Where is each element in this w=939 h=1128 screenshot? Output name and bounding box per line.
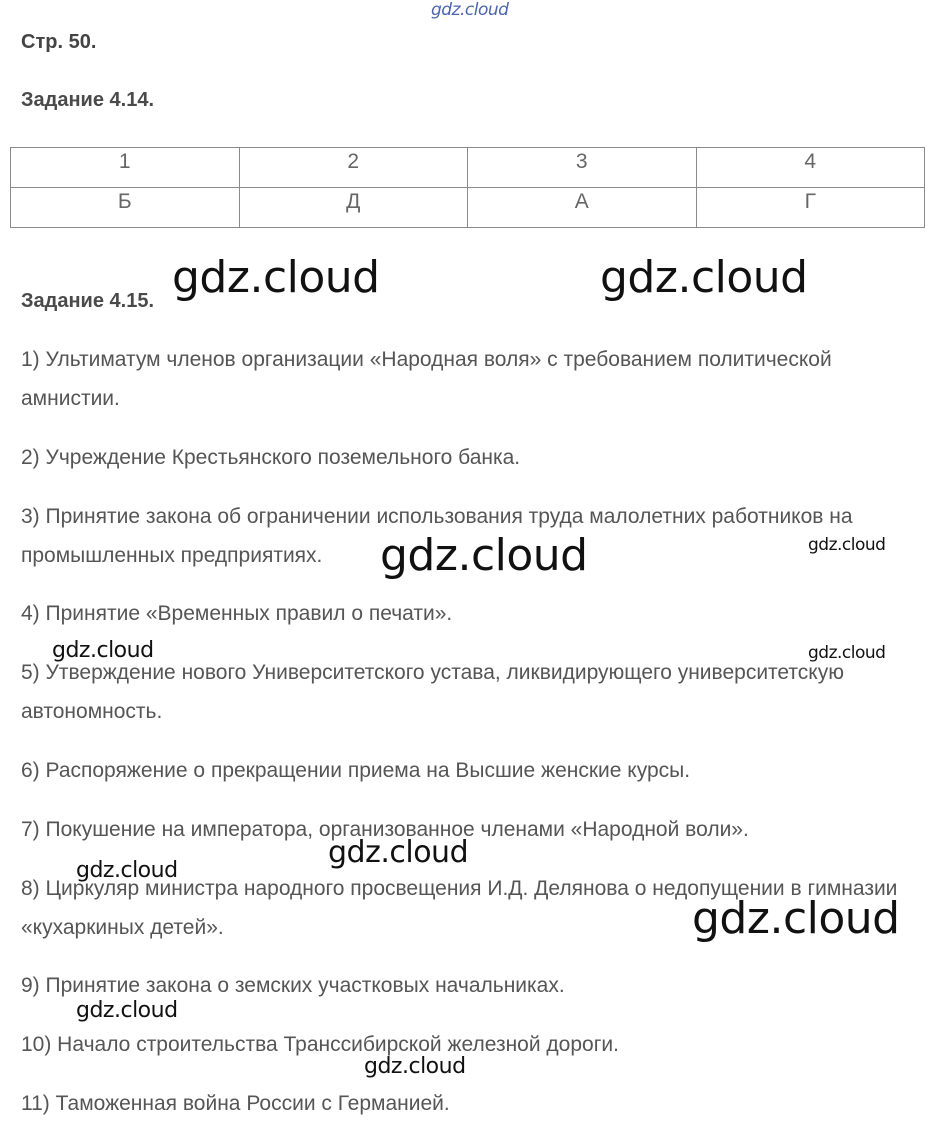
list-item: 3) Принятие закона об ограничении использования труда малолетних работников на промышленных предприятиях. xyxy=(21,505,853,567)
task-heading-4-14: Задание 4.14. xyxy=(21,89,155,111)
answer-table xyxy=(10,147,925,228)
watermark: gdz.cloud xyxy=(808,535,886,555)
watermark: gdz.cloud xyxy=(328,835,469,870)
watermark: gdz.cloud xyxy=(52,638,154,663)
table-header-row xyxy=(11,148,925,188)
page-number-heading: Стр. 50. xyxy=(21,31,97,53)
list-item: 6) Распоряжение о прекращении приема на Высшие женские курсы. xyxy=(21,759,691,782)
table-cell: 2 xyxy=(239,148,468,188)
site-watermark-top: gdz.cloud xyxy=(431,0,509,20)
list-item: 4) Принятие «Временных правил о печати». xyxy=(21,602,453,625)
watermark: gdz.cloud xyxy=(76,858,178,883)
watermark: gdz.cloud xyxy=(600,252,808,303)
watermark: gdz.cloud xyxy=(808,643,886,663)
table-cell: А xyxy=(468,188,697,228)
table-cell: Б xyxy=(11,188,240,228)
task-heading-4-15: Задание 4.15. xyxy=(21,290,155,312)
list-item: 7) Покушение на императора, организованное членами «Народной воли». xyxy=(21,818,749,841)
list-item: 10) Начало строительства Транссибирской железной дороги. xyxy=(21,1033,619,1056)
table-cell: Г xyxy=(696,188,925,228)
watermark: gdz.cloud xyxy=(364,1054,466,1079)
table-cell: 1 xyxy=(11,148,240,188)
table-answer-row xyxy=(11,188,925,228)
watermark: gdz.cloud xyxy=(76,998,178,1023)
list-item: 1) Ультиматум членов организации «Народная воля» с требованием политической амнистии. xyxy=(21,348,832,410)
watermark: gdz.cloud xyxy=(172,252,380,303)
list-item: 8) Циркуляр министра народного просвещения И.Д. Делянова о недопущении в гимназии «кухаркиных детей». xyxy=(21,877,898,939)
list-item: 5) Утверждение нового Университетского устава, ликвидирующего университетскую автономность. xyxy=(21,661,844,723)
table-cell: Д xyxy=(239,188,468,228)
list-item: 2) Учреждение Крестьянского поземельного банка. xyxy=(21,446,521,469)
watermark: gdz.cloud xyxy=(380,530,588,581)
watermark: gdz.cloud xyxy=(692,893,900,944)
table-cell: 4 xyxy=(696,148,925,188)
list-item: 9) Принятие закона о земских участковых начальниках. xyxy=(21,974,565,997)
table-cell: 3 xyxy=(468,148,697,188)
list-item: 11) Таможенная война России с Германией. xyxy=(21,1092,450,1115)
